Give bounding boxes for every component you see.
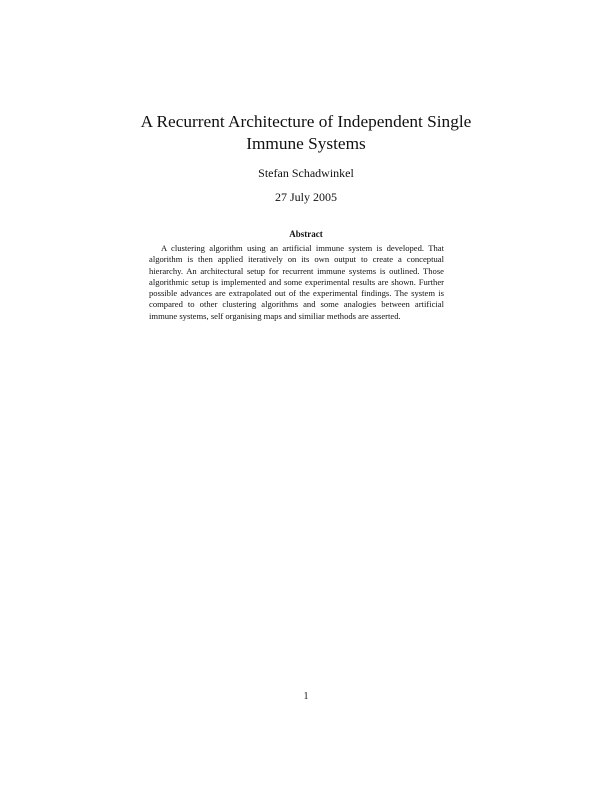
title-line-1: A Recurrent Architecture of Independent Single bbox=[140, 112, 472, 131]
title-line-2: Immune Systems bbox=[246, 134, 366, 153]
publication-date: 27 July 2005 bbox=[274, 190, 337, 204]
abstract-text: A clustering algorithm using an artificial immune system is developed. That algorithm is then applied iteratively on its own output to create a conceptual hierarchy. An architectural setup for recurrent immune systems is outlined. Those algorithmic setup is implemented and some experimental results are shown. Further possible advances are extrapolated out of the experimental findings. The system is compared to other clustering algorithms and some analogies between artificial immune systems, self organising maps and similiar methods are asserted. bbox=[149, 243, 444, 321]
author-name: Stefan Schadwinkel bbox=[258, 166, 354, 180]
abstract-heading: Abstract bbox=[289, 229, 323, 239]
paper-title bbox=[106, 111, 506, 155]
page-number: 1 bbox=[303, 691, 309, 702]
